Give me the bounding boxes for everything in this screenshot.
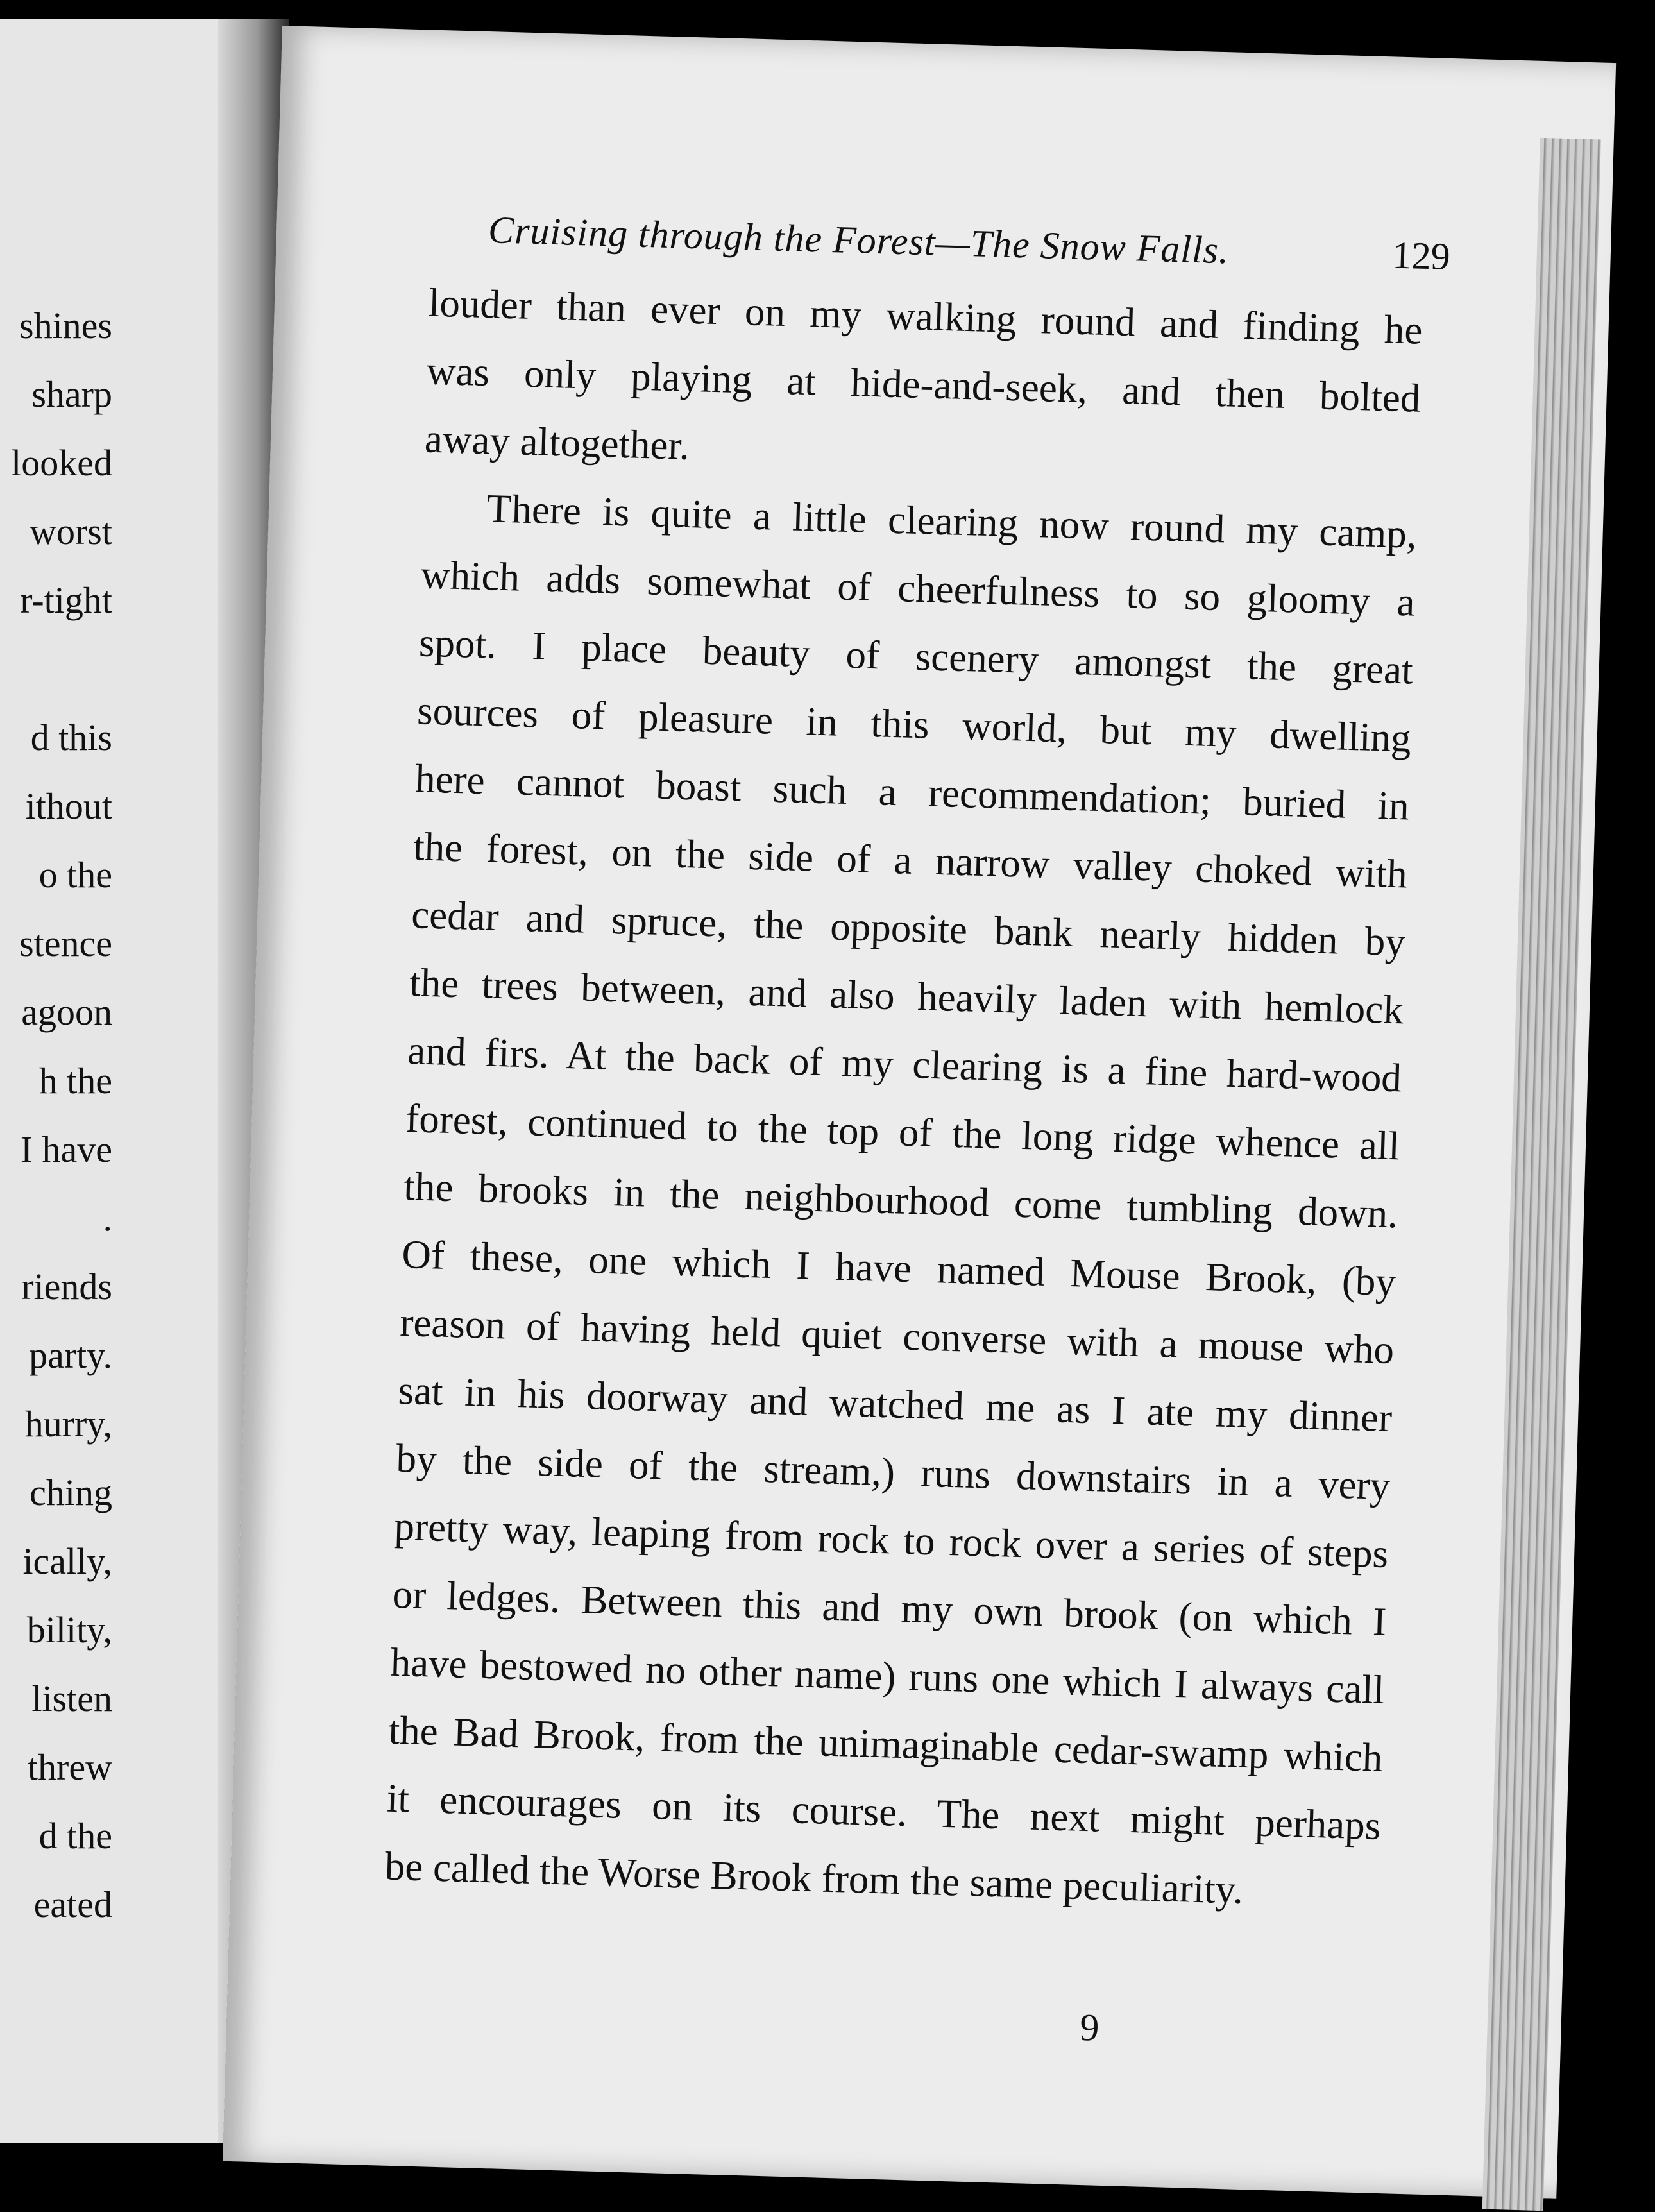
- previous-page-line: party.: [29, 1334, 112, 1376]
- text-line: be called the Worse Brook from the same peculiarity.: [384, 1843, 1244, 1912]
- text-line: sat in his doorway and watched me as I ate my dinner: [397, 1367, 1393, 1441]
- previous-page-line: ithout: [25, 785, 112, 827]
- signature-mark: 9: [1079, 2005, 1100, 2049]
- text-line: which adds somewhat of cheerfulness to so gloomy a: [420, 552, 1416, 625]
- text-line: the brooks in the neighbourhood come tumbling down.: [403, 1164, 1398, 1237]
- text-line: sources of pleasure in this world, but my dwelling: [416, 688, 1412, 761]
- previous-page-line: sharp: [31, 373, 112, 415]
- text-line: here cannot boast such a recommendation; buried in: [414, 756, 1410, 829]
- text-line: the trees between, and also heavily laden with hemlock: [409, 960, 1404, 1033]
- previous-page-line: hurry,: [24, 1403, 112, 1445]
- text-line: There is quite a little clearing now round my camp,: [486, 486, 1418, 557]
- page-edge: [1482, 138, 1601, 2211]
- previous-page-line: .: [103, 1197, 112, 1239]
- text-line: the forest, on the side of a narrow valley choked with: [412, 824, 1408, 897]
- text-line: reason of having held quiet converse with a mouse who: [399, 1299, 1395, 1373]
- text-line: Of these, one which I have named Mouse Brook, (by: [401, 1231, 1396, 1305]
- text-line: it encourages on its course. The next might perhaps: [386, 1775, 1382, 1848]
- text-line: spot. I place beauty of scenery amongst the great: [418, 620, 1414, 693]
- text-line: and firs. At the back of my clearing is a fine hard-wood: [407, 1028, 1402, 1101]
- running-head: [488, 208, 1451, 278]
- previous-page-line: I have: [20, 1128, 112, 1170]
- previous-page-line: d the: [38, 1815, 112, 1857]
- previous-page-line: ically,: [22, 1540, 112, 1582]
- previous-page-line: h the: [38, 1060, 112, 1102]
- previous-page-line: d this: [30, 717, 112, 758]
- previous-page-line: bility,: [26, 1609, 112, 1651]
- previous-page-line: agoon: [21, 991, 112, 1033]
- body-text: [384, 269, 1423, 1928]
- text-line: the Bad Brook, from the unimaginable cedar-swamp which: [387, 1707, 1384, 1780]
- previous-page-line: listen: [31, 1678, 112, 1719]
- previous-page-line: worst: [30, 511, 112, 552]
- text-line: louder than ever on my walking round and finding he: [428, 280, 1423, 353]
- text-line: or ledges. Between this and my own brook (on which I: [391, 1571, 1388, 1645]
- previous-page-line: o the: [38, 854, 112, 896]
- previous-page-line: ching: [30, 1472, 112, 1513]
- text-line: away altogether.: [424, 416, 690, 468]
- current-page: [223, 26, 1616, 2199]
- previous-page-line: r-tight: [20, 579, 112, 621]
- text-line: by the side of the stream,) runs downstairs in a very: [395, 1435, 1391, 1509]
- previous-page-line: threw: [27, 1746, 112, 1788]
- previous-page-line: looked: [11, 442, 112, 484]
- page-number: 129: [1391, 234, 1451, 278]
- text-line: was only playing at hide-and-seek, and then bolted: [426, 348, 1422, 421]
- text-line: pretty way, leaping from rock to rock over a series of steps: [393, 1503, 1389, 1577]
- previous-page-line: stence: [19, 923, 112, 964]
- text-line: have bestowed no other name) runs one which I always call: [389, 1639, 1386, 1712]
- previous-page-line: eated: [33, 1884, 112, 1925]
- text-line: forest, continued to the top of the long ridge whence all: [405, 1096, 1400, 1169]
- running-title: Cruising through the Forest—The Snow Falls.: [488, 208, 1230, 272]
- previous-page-line: riends: [21, 1266, 112, 1307]
- previous-page-line: shines: [19, 305, 112, 346]
- text-line: cedar and spruce, the opposite bank nearly hidden by: [411, 892, 1406, 965]
